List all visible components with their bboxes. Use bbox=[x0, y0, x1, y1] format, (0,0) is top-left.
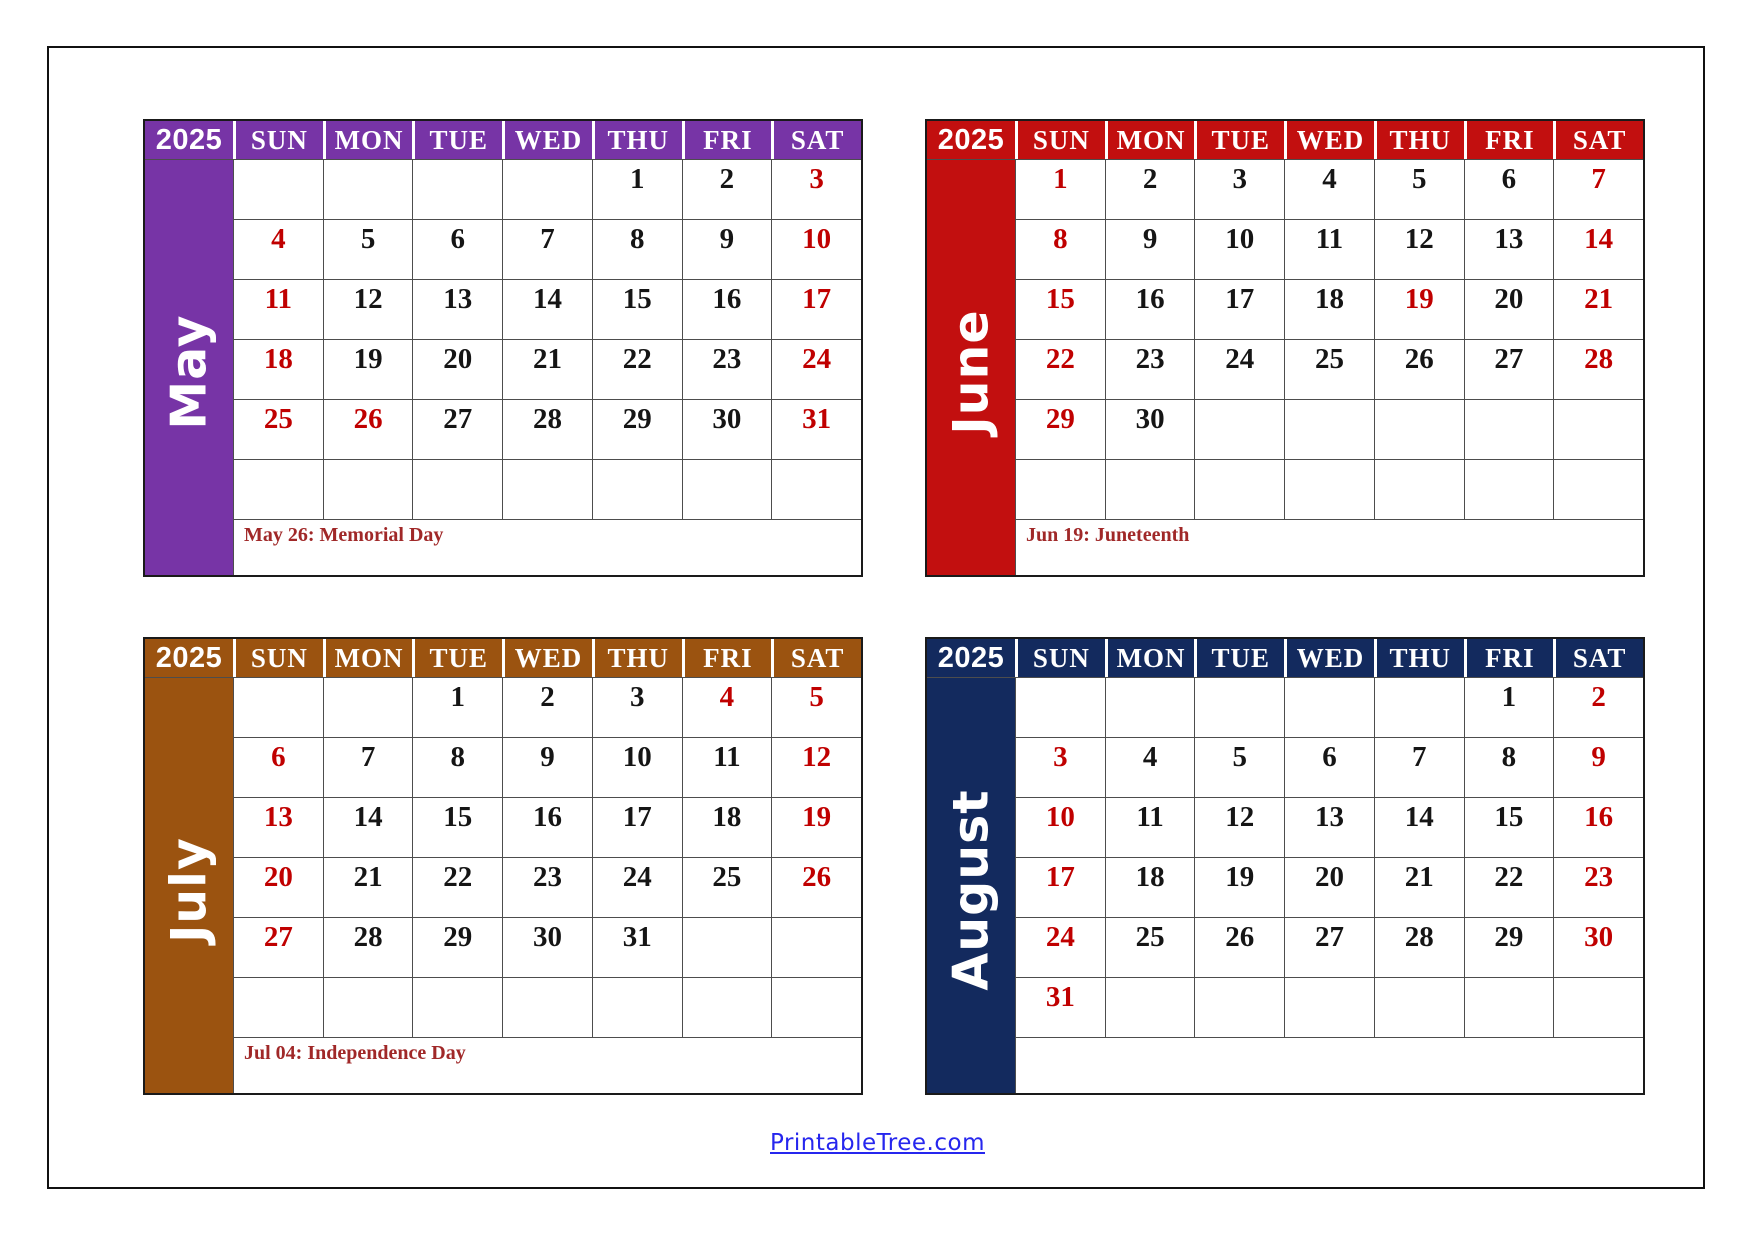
date-cell: 27 bbox=[233, 917, 323, 977]
date-cell: 4 bbox=[233, 219, 323, 279]
date-cell: 16 bbox=[502, 797, 592, 857]
date-cell: 13 bbox=[1284, 797, 1374, 857]
date-cell bbox=[1464, 399, 1554, 459]
holiday-note: May 26: Memorial Day bbox=[233, 519, 861, 575]
dow-wed: WED bbox=[502, 121, 592, 159]
dow-tue: TUE bbox=[1194, 639, 1284, 677]
date-cell bbox=[323, 459, 413, 519]
date-cell: 14 bbox=[323, 797, 413, 857]
date-cell: 28 bbox=[1553, 339, 1643, 399]
date-cell: 28 bbox=[1374, 917, 1464, 977]
date-cell: 3 bbox=[771, 159, 861, 219]
date-cell: 5 bbox=[771, 677, 861, 737]
dow-sat: SAT bbox=[1553, 121, 1643, 159]
dow-wed: WED bbox=[1284, 121, 1374, 159]
date-cell: 31 bbox=[771, 399, 861, 459]
date-cell: 7 bbox=[1553, 159, 1643, 219]
date-cell: 16 bbox=[1105, 279, 1195, 339]
month-bar bbox=[927, 159, 1015, 575]
date-cell: 13 bbox=[233, 797, 323, 857]
date-cell: 11 bbox=[233, 279, 323, 339]
year-label: 2025 bbox=[927, 639, 1015, 677]
date-cell: 9 bbox=[1105, 219, 1195, 279]
date-cell: 6 bbox=[412, 219, 502, 279]
date-cell: 17 bbox=[592, 797, 682, 857]
date-cell bbox=[592, 977, 682, 1037]
date-cell bbox=[682, 917, 772, 977]
month-bar bbox=[927, 677, 1015, 1093]
date-cell: 7 bbox=[502, 219, 592, 279]
date-cell: 23 bbox=[502, 857, 592, 917]
date-cell: 14 bbox=[1374, 797, 1464, 857]
date-cell bbox=[412, 977, 502, 1037]
date-cell: 21 bbox=[1553, 279, 1643, 339]
dow-fri: FRI bbox=[1464, 639, 1554, 677]
date-cell bbox=[1105, 459, 1195, 519]
date-cell: 25 bbox=[682, 857, 772, 917]
date-cell: 29 bbox=[592, 399, 682, 459]
date-cell bbox=[233, 459, 323, 519]
dow-mon: MON bbox=[1105, 121, 1195, 159]
date-cell bbox=[502, 159, 592, 219]
date-cell: 15 bbox=[1015, 279, 1105, 339]
date-cell bbox=[682, 977, 772, 1037]
date-cell: 20 bbox=[233, 857, 323, 917]
date-cell bbox=[1284, 677, 1374, 737]
date-cell bbox=[412, 159, 502, 219]
date-cell: 19 bbox=[771, 797, 861, 857]
date-cell: 5 bbox=[1374, 159, 1464, 219]
year-label: 2025 bbox=[927, 121, 1015, 159]
dow-sat: SAT bbox=[771, 639, 861, 677]
calendar-may bbox=[143, 119, 863, 577]
date-cell: 20 bbox=[412, 339, 502, 399]
date-cell: 21 bbox=[502, 339, 592, 399]
dow-wed: WED bbox=[502, 639, 592, 677]
date-cell: 26 bbox=[1374, 339, 1464, 399]
date-cell: 17 bbox=[1194, 279, 1284, 339]
date-cell: 12 bbox=[1194, 797, 1284, 857]
date-cell: 21 bbox=[323, 857, 413, 917]
month-name: June bbox=[942, 309, 1000, 435]
date-cell: 2 bbox=[502, 677, 592, 737]
date-cell: 18 bbox=[682, 797, 772, 857]
date-cell bbox=[771, 459, 861, 519]
date-cell: 1 bbox=[1464, 677, 1554, 737]
date-cell: 1 bbox=[592, 159, 682, 219]
date-cell: 5 bbox=[1194, 737, 1284, 797]
dow-fri: FRI bbox=[682, 121, 772, 159]
date-cell: 20 bbox=[1464, 279, 1554, 339]
year-label: 2025 bbox=[145, 121, 233, 159]
date-cell: 29 bbox=[1464, 917, 1554, 977]
dow-fri: FRI bbox=[682, 639, 772, 677]
date-cell bbox=[771, 917, 861, 977]
date-cell bbox=[1194, 977, 1284, 1037]
month-bar bbox=[145, 677, 233, 1093]
date-cell: 7 bbox=[323, 737, 413, 797]
month-name: May bbox=[160, 314, 218, 430]
dow-sun: SUN bbox=[1015, 121, 1105, 159]
date-cell: 25 bbox=[1105, 917, 1195, 977]
date-cell: 9 bbox=[1553, 737, 1643, 797]
date-cell: 17 bbox=[1015, 857, 1105, 917]
date-cell: 30 bbox=[1105, 399, 1195, 459]
date-cell bbox=[1194, 459, 1284, 519]
calendar-july bbox=[143, 637, 863, 1095]
date-cell: 21 bbox=[1374, 857, 1464, 917]
date-cell bbox=[1105, 977, 1195, 1037]
date-cell: 29 bbox=[412, 917, 502, 977]
date-cell: 7 bbox=[1374, 737, 1464, 797]
date-cell: 15 bbox=[592, 279, 682, 339]
date-cell: 29 bbox=[1015, 399, 1105, 459]
dow-sat: SAT bbox=[1553, 639, 1643, 677]
date-cell bbox=[1374, 677, 1464, 737]
dow-sun: SUN bbox=[233, 121, 323, 159]
date-cell: 2 bbox=[682, 159, 772, 219]
date-cell bbox=[502, 977, 592, 1037]
date-cell: 19 bbox=[1374, 279, 1464, 339]
holiday-note: Jul 04: Independence Day bbox=[233, 1037, 861, 1093]
date-cell: 24 bbox=[592, 857, 682, 917]
date-cell bbox=[1553, 977, 1643, 1037]
date-cell: 3 bbox=[592, 677, 682, 737]
dow-thu: THU bbox=[1374, 121, 1464, 159]
date-cell: 5 bbox=[323, 219, 413, 279]
date-cell bbox=[412, 459, 502, 519]
date-cell: 9 bbox=[502, 737, 592, 797]
date-cell: 22 bbox=[1464, 857, 1554, 917]
dow-thu: THU bbox=[1374, 639, 1464, 677]
date-cell bbox=[1464, 459, 1554, 519]
holiday-note: Jun 19: Juneteenth bbox=[1015, 519, 1643, 575]
dow-fri: FRI bbox=[1464, 121, 1554, 159]
date-cell: 23 bbox=[1105, 339, 1195, 399]
date-cell bbox=[323, 159, 413, 219]
date-cell: 3 bbox=[1194, 159, 1284, 219]
date-cell bbox=[1374, 399, 1464, 459]
date-cell: 10 bbox=[771, 219, 861, 279]
date-cell: 4 bbox=[1105, 737, 1195, 797]
date-cell bbox=[323, 677, 413, 737]
date-cell: 12 bbox=[323, 279, 413, 339]
date-cell: 1 bbox=[1015, 159, 1105, 219]
date-cell: 11 bbox=[1284, 219, 1374, 279]
date-cell: 6 bbox=[1464, 159, 1554, 219]
date-cell: 24 bbox=[771, 339, 861, 399]
date-cell: 24 bbox=[1015, 917, 1105, 977]
date-cell: 18 bbox=[1284, 279, 1374, 339]
calendar-august bbox=[925, 637, 1645, 1095]
date-cell bbox=[592, 459, 682, 519]
date-cell: 26 bbox=[323, 399, 413, 459]
date-cell: 26 bbox=[1194, 917, 1284, 977]
date-cell: 10 bbox=[1015, 797, 1105, 857]
dow-mon: MON bbox=[323, 121, 413, 159]
date-cell: 12 bbox=[771, 737, 861, 797]
date-cell: 6 bbox=[1284, 737, 1374, 797]
dow-tue: TUE bbox=[412, 639, 502, 677]
date-cell: 4 bbox=[1284, 159, 1374, 219]
date-cell: 23 bbox=[682, 339, 772, 399]
month-bar bbox=[145, 159, 233, 575]
date-cell: 10 bbox=[1194, 219, 1284, 279]
dow-tue: TUE bbox=[1194, 121, 1284, 159]
dow-sun: SUN bbox=[233, 639, 323, 677]
date-cell: 27 bbox=[412, 399, 502, 459]
holiday-note bbox=[1015, 1037, 1643, 1093]
date-cell: 22 bbox=[1015, 339, 1105, 399]
date-cell: 31 bbox=[592, 917, 682, 977]
date-cell bbox=[1374, 977, 1464, 1037]
date-cell: 6 bbox=[233, 737, 323, 797]
dow-tue: TUE bbox=[412, 121, 502, 159]
date-cell: 28 bbox=[323, 917, 413, 977]
date-cell bbox=[233, 977, 323, 1037]
date-cell bbox=[1464, 977, 1554, 1037]
dow-mon: MON bbox=[323, 639, 413, 677]
date-cell: 14 bbox=[1553, 219, 1643, 279]
date-cell: 11 bbox=[1105, 797, 1195, 857]
dow-wed: WED bbox=[1284, 639, 1374, 677]
date-cell bbox=[233, 677, 323, 737]
date-cell: 27 bbox=[1464, 339, 1554, 399]
date-cell: 11 bbox=[682, 737, 772, 797]
date-cell: 4 bbox=[682, 677, 772, 737]
date-cell: 25 bbox=[233, 399, 323, 459]
date-cell bbox=[1194, 399, 1284, 459]
dow-sun: SUN bbox=[1015, 639, 1105, 677]
date-cell: 18 bbox=[233, 339, 323, 399]
date-cell: 2 bbox=[1553, 677, 1643, 737]
date-cell: 15 bbox=[1464, 797, 1554, 857]
date-cell: 17 bbox=[771, 279, 861, 339]
date-cell bbox=[1284, 459, 1374, 519]
date-cell: 22 bbox=[592, 339, 682, 399]
date-cell: 22 bbox=[412, 857, 502, 917]
date-cell: 13 bbox=[1464, 219, 1554, 279]
dow-sat: SAT bbox=[771, 121, 861, 159]
date-cell: 30 bbox=[1553, 917, 1643, 977]
date-cell: 16 bbox=[682, 279, 772, 339]
date-cell bbox=[1015, 459, 1105, 519]
date-cell: 28 bbox=[502, 399, 592, 459]
date-cell: 24 bbox=[1194, 339, 1284, 399]
date-cell bbox=[1194, 677, 1284, 737]
date-cell: 30 bbox=[682, 399, 772, 459]
dow-thu: THU bbox=[592, 639, 682, 677]
date-cell: 31 bbox=[1015, 977, 1105, 1037]
date-cell: 3 bbox=[1015, 737, 1105, 797]
date-cell: 19 bbox=[1194, 857, 1284, 917]
date-cell: 18 bbox=[1105, 857, 1195, 917]
date-cell bbox=[1284, 977, 1374, 1037]
date-cell: 10 bbox=[592, 737, 682, 797]
date-cell bbox=[1105, 677, 1195, 737]
year-label: 2025 bbox=[145, 639, 233, 677]
date-cell bbox=[771, 977, 861, 1037]
date-cell: 8 bbox=[1015, 219, 1105, 279]
month-name: July bbox=[160, 836, 218, 943]
date-cell: 9 bbox=[682, 219, 772, 279]
footer bbox=[0, 1130, 1755, 1156]
date-cell: 15 bbox=[412, 797, 502, 857]
date-cell: 26 bbox=[771, 857, 861, 917]
date-cell: 12 bbox=[1374, 219, 1464, 279]
date-cell: 30 bbox=[502, 917, 592, 977]
footer-link[interactable]: PrintableTree.com bbox=[770, 1130, 985, 1156]
date-cell bbox=[1284, 399, 1374, 459]
date-cell bbox=[233, 159, 323, 219]
date-cell: 25 bbox=[1284, 339, 1374, 399]
date-cell bbox=[1374, 459, 1464, 519]
date-cell: 1 bbox=[412, 677, 502, 737]
date-cell: 27 bbox=[1284, 917, 1374, 977]
date-cell bbox=[502, 459, 592, 519]
calendar-june bbox=[925, 119, 1645, 577]
date-cell: 23 bbox=[1553, 857, 1643, 917]
date-cell bbox=[1553, 459, 1643, 519]
date-cell bbox=[682, 459, 772, 519]
date-cell bbox=[323, 977, 413, 1037]
date-cell: 20 bbox=[1284, 857, 1374, 917]
dow-thu: THU bbox=[592, 121, 682, 159]
date-cell: 8 bbox=[592, 219, 682, 279]
date-cell bbox=[1553, 399, 1643, 459]
date-cell: 16 bbox=[1553, 797, 1643, 857]
date-cell: 8 bbox=[412, 737, 502, 797]
date-cell bbox=[1015, 677, 1105, 737]
date-cell: 8 bbox=[1464, 737, 1554, 797]
date-cell: 19 bbox=[323, 339, 413, 399]
date-cell: 13 bbox=[412, 279, 502, 339]
dow-mon: MON bbox=[1105, 639, 1195, 677]
date-cell: 2 bbox=[1105, 159, 1195, 219]
month-name: August bbox=[942, 788, 1000, 991]
date-cell: 14 bbox=[502, 279, 592, 339]
